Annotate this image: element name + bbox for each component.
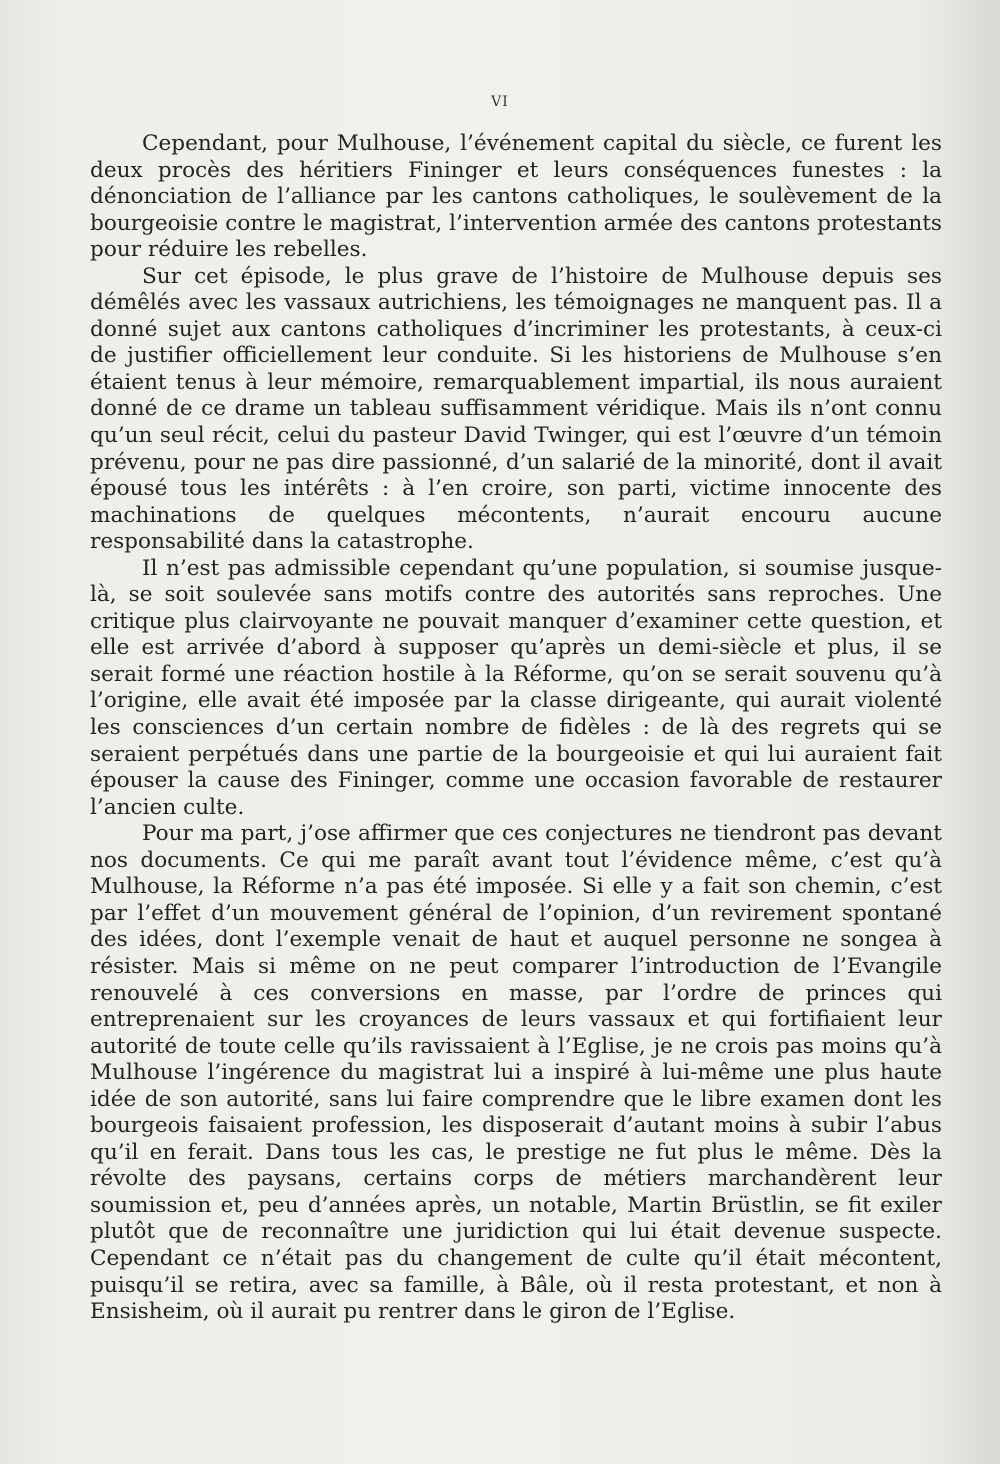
body-text [90,131,942,1326]
paragraph-3: Il n’est pas admissible cependant qu’une population, si soumise jusque-là, se soit soulevée sans motifs contre des autorités sans reproches. Une critique plus clairvoyante ne pouvait manquer d’examiner cette question, et elle est arrivée d’abord à supposer qu’après un demi-siècle et plus, il se serait formé une réaction hostile à la Réforme, qu’on se serait souvenu qu’à l’origine, elle avait été imposée par la classe dirigeante, qui aurait violenté les consciences d’un certain nombre de fidèles : de là des regrets qui se seraient perpétués dans une partie de la bourgeoisie et qui lui auraient fait épouser la cause des Fininger, comme une occasion favorable de restaurer l’ancien culte. [90,555,942,820]
paragraph-1: Cependant, pour Mulhouse, l’événement capital du siècle, ce furent les deux procès des héritiers Fininger et leurs conséquences funestes : la dénonciation de l’alliance par les cantons catholiques, le soulèvement de la bourgeoisie contre le magistrat, l’intervention armée des cantons protestants pour réduire les rebelles. [90,131,942,263]
page-number: VI [491,94,509,110]
paragraph-2: Sur cet épisode, le plus grave de l’histoire de Mulhouse depuis ses démêlés avec les vassaux autrichiens, les témoignages ne manquent pas. Il a donné sujet aux cantons catholiques d’incriminer les protestants, à ceux-ci de justifier officiellement leur conduite. Si les historiens de Mulhouse s’en étaient tenus à leur mémoire, remarquablement impartial, ils nous auraient donné de ce drame un tableau suffisamment véridique. Mais ils n’ont connu qu’un seul récit, celui du pasteur David Twinger, qui est l’œuvre d’un témoin prévenu, pour ne pas dire passionné, d’un salarié de la minorité, dont il avait épousé tous les intérêts : à l’en croire, son parti, victime innocente des machinations de quelques mécontents, n’aurait encouru aucune responsabilité dans la catastrophe. [90,263,942,555]
paragraph-4: Pour ma part, j’ose affirmer que ces conjectures ne tiendront pas devant nos documents. Ce qui me paraît avant tout l’évidence même, c’est qu’à Mulhouse, la Réforme n’a pas été imposée. Si elle y a fait son chemin, c’est par l’effet d’un mouvement général de l’opinion, d’un revirement spontané des idées, dont l’exemple venait de haut et auquel personne ne songea à résister. Mais si même on ne peut comparer l’introduction de l’Evangile renouvelé à ces conversions en masse, par l’ordre de princes qui entreprenaient sur les croyances de leurs vassaux et qui fortifiaient leur autorité de toute celle qu’ils ravissaient à l’Eglise, je ne crois pas moins qu’à Mulhouse l’ingérence du magistrat lui a inspiré à lui-même une plus haute idée de son autorité, sans lui faire comprendre que le libre examen dont les bourgeois faisaient profession, les disposerait d’autant moins à subir l’abus qu’il en ferait. Dans tous les cas, le prestige ne fut plus le même. Dès la révolte des paysans, certains corps de métiers marchandèrent leur soumission et, peu d’années après, un notable, Martin Brüstlin, se fit exiler plutôt que de reconnaître une juridiction qui lui était devenue suspecte. Cependant ce n’était pas du changement de culte qu’il était mécontent, puisqu’il se retira, avec sa famille, à Bâle, où il resta protestant, et non à Ensisheim, où il aurait pu rentrer dans le giron de l’Eglise. [90,821,942,1325]
